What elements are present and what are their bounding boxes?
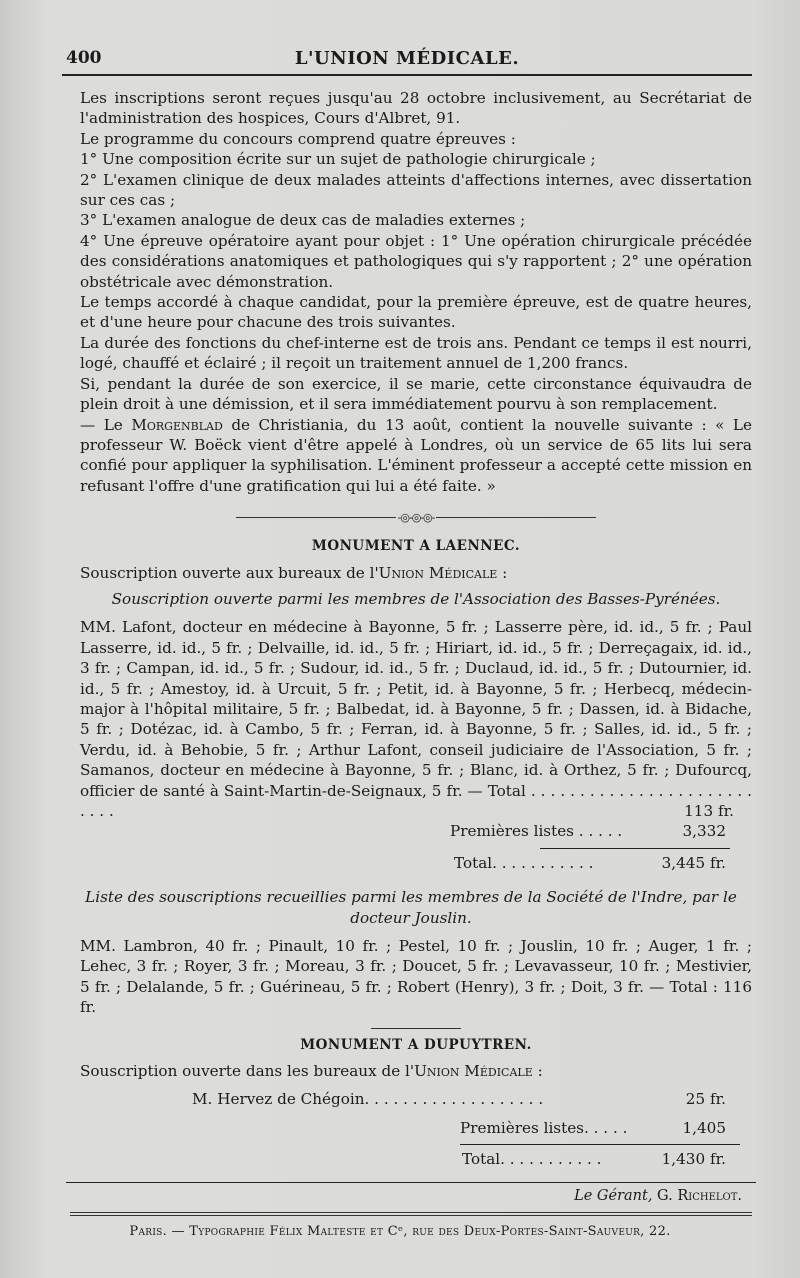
gerant-label: Le Gérant, [574, 1188, 653, 1204]
journal-title: L'UNION MÉDICALE. [294, 48, 520, 69]
dupuytren-heading: MONUMENT A DUPUYTREN. [300, 1036, 532, 1053]
separator-ornament: -◎-◎-◎- [396, 508, 436, 528]
paragraph-inscriptions: Les inscriptions seront reçues jusqu'au 28 octobre inclusivement, au Secrétariat de l'administration des hospices, Cours d'Albret, 91. [80, 89, 752, 128]
page-number: 400 [66, 48, 102, 68]
dupuytren-subscription-post: : [532, 1062, 543, 1081]
paragraph-epreuve-4: 4° Une épreuve opératoire ayant pour objet : 1° Une opération chirurgicale précédée des considérations anatomiques et pathologiques qui s'y rapportent ; 2° une opération obstétricale avec démonstration. [80, 231, 752, 291]
dupuytren-subscription-pre: Souscription ouverte dans les bureaux de l' [80, 1062, 415, 1081]
dupuytren-premieres-value: 1,405 [682, 1118, 726, 1137]
paragraph-duree: La durée des fonctions du chef-interne est de trois ans. Pendant ce temps il est nourri, logé, chauffé et éclairé ; il reçoit un traitement annuel de 1,200 francs. [80, 333, 752, 373]
dupuytren-subscription-journal: Union Médicale [414, 1062, 533, 1081]
dupuytren-donor-row [80, 1089, 752, 1109]
dupuytren-premieres-label: Premières listes. . . . . [460, 1118, 628, 1137]
dupuytren-donor-label: M. Hervez de Chégoin. . . . . . . . . . . . . . . . . . . [192, 1090, 544, 1109]
laennec-heading: MONUMENT A LAENNEC. [311, 538, 521, 555]
laennec-subscriber-list [80, 617, 752, 821]
laennec-list-dots: . . . . . . . . . . . . . . . . . . . . . . . . . . . [80, 781, 753, 820]
article-body [80, 88, 752, 1170]
paragraph-epreuve-3: 3° L'examen analogue de deux cas de maladies externes ; [80, 211, 526, 230]
paragraph-mariage: Si, pendant la durée de son exercice, il se marie, cette circonstance équivaudra de plein droit à une démission, et il sera immédiatement pourvu à son remplacement. [80, 374, 752, 414]
laennec-premieres-row [80, 821, 752, 841]
dupuytren-total-value: 1,430 fr. [661, 1150, 726, 1169]
laennec-premieres-label: Premières listes . . . . . [450, 822, 623, 841]
laennec-list-text: MM. Lafont, docteur en médecine à Bayonne, 5 fr. ; Lasserre père, id. id., 5 fr. ; Paul Lasserre, id. id., 5 fr. ; Delvaille, id. id., 5 fr. ; Hiriart, id. id., 5 fr. ; Derreçagaix, id. id., 3 fr. ; Campan, id. id., 5 fr. ; Sudour, id. id., 5 fr. ; Duclaud, id. id., 5 fr. ; Dutournier, id. id., 5 fr. ; Amestoy, id. à Urcuit, 5 fr. ; Petit, id. à Bayonne, 5 fr. ; Herbecq, médecin-major à l'hôpital militaire, 5 fr. ; Balbedat, id. à Bayonne, 5 fr. ; Dassen, id. à Bidache, 5 fr. ; Dotézac, id. à Cambo, 5 fr. ; Ferran, id. à Bayonne, 5 fr. ; Salles, id. id., 5 fr. ; Verdu, id. à Behobie, 5 fr. ; Arthur Lafont, conseil judiciaire de l'Association, 5 fr. ; Samanos, docteur en médecine à Bayonne, 5 fr. ; Blanc, id. à Orthez, 5 fr. ; Dufourcq, officier de santé à Saint-Martin-de-Seignaux, 5 fr. — Total [80, 618, 752, 800]
paragraph-temps: Le temps accordé à chaque candidat, pour la première épreuve, est de quatre heures, et d'une heure pour chacune des trois suivantes. [80, 293, 752, 332]
dupuytren-donor-value: 25 fr. [685, 1090, 726, 1109]
laennec-total-value: 3,445 fr. [661, 853, 726, 872]
indre-subscriber-list: MM. Lambron, 40 fr. ; Pinault, 10 fr. ; Pestel, 10 fr. ; Jouslin, 10 fr. ; Auger, 1 fr. ; Lehec, 3 fr. ; Royer, 3 fr. ; Moreau, 3 fr. ; Doucet, 5 fr. ; Levavasseur, 10 fr. ; Mestivier, 5 fr. ; Delalande, 5 fr. ; Guérineau, 5 fr. ; Robert (Henry), 3 fr. ; Doit, 3 fr. — Total : 116 fr. [80, 937, 752, 1017]
paragraph-programme: Le programme du concours comprend quatre épreuves : [80, 129, 516, 148]
running-header [62, 44, 752, 76]
morgenblad-text: de Christiania, du 13 août, contient la nouvelle suivante : « Le professeur W. Boëck vient d'être appelé à Londres, où un service de 65 lits lui sera confié pour appliquer la syphilisation. L'éminent professeur a accepté cette mission en refusant l'offre d'une gratification qui lui a été faite. » [80, 415, 753, 495]
paragraph-morgenblad [80, 415, 752, 497]
laennec-total-label: Total. . . . . . . . . . . [454, 853, 594, 872]
dupuytren-total-label: Total. . . . . . . . . . . [462, 1150, 602, 1169]
paragraph-epreuve-1: 1° Une composition écrite sur un sujet de pathologie chirurgicale ; [80, 150, 596, 169]
laennec-premieres-value: 3,332 [682, 822, 726, 841]
paragraph-epreuve-2: 2° L'examen clinique de deux malades atteints d'affections internes, avec dissertation sur ces cas ; [80, 170, 752, 210]
gerant-signature [574, 1188, 742, 1204]
short-rule [371, 1028, 461, 1029]
laennec-sum-rule [540, 848, 730, 849]
indre-subhead: Liste des souscriptions recueillies parmi les membres de la Société de l'Indre, par le docteur Jouslin. [85, 888, 737, 927]
laennec-total-row [80, 853, 752, 873]
dupuytren-premieres-row [80, 1118, 752, 1138]
laennec-subscription-post: : [497, 563, 508, 582]
morgenblad-lead: — Le [80, 415, 123, 434]
laennec-basses-pyrenees-subhead: Souscription ouverte parmi les membres de l'Association des Basses-Pyrénées. [111, 589, 721, 608]
morgenblad-name: Morgenblad [131, 415, 223, 434]
gerant-name: G. Richelot. [657, 1188, 742, 1204]
dupuytren-subscription-line [80, 1061, 752, 1081]
laennec-subscription-journal: Union Médicale [378, 563, 498, 582]
section-separator [236, 511, 596, 525]
printer-imprint: Paris. — Typographie Félix Malteste et Cᵉ, rue des Deux-Portes-Saint-Sauveur, 22. [129, 1224, 671, 1239]
dupuytren-sum-rule [460, 1144, 740, 1145]
footer-rule [66, 1182, 756, 1183]
imprint-rule-top [70, 1212, 752, 1213]
dupuytren-total-row [80, 1149, 752, 1169]
laennec-subscription-line [80, 563, 752, 583]
laennec-list-total: 113 fr. [684, 802, 734, 820]
laennec-subscription-pre: Souscription ouverte aux bureaux de l' [80, 563, 379, 582]
imprint-rule-bottom [70, 1215, 752, 1216]
